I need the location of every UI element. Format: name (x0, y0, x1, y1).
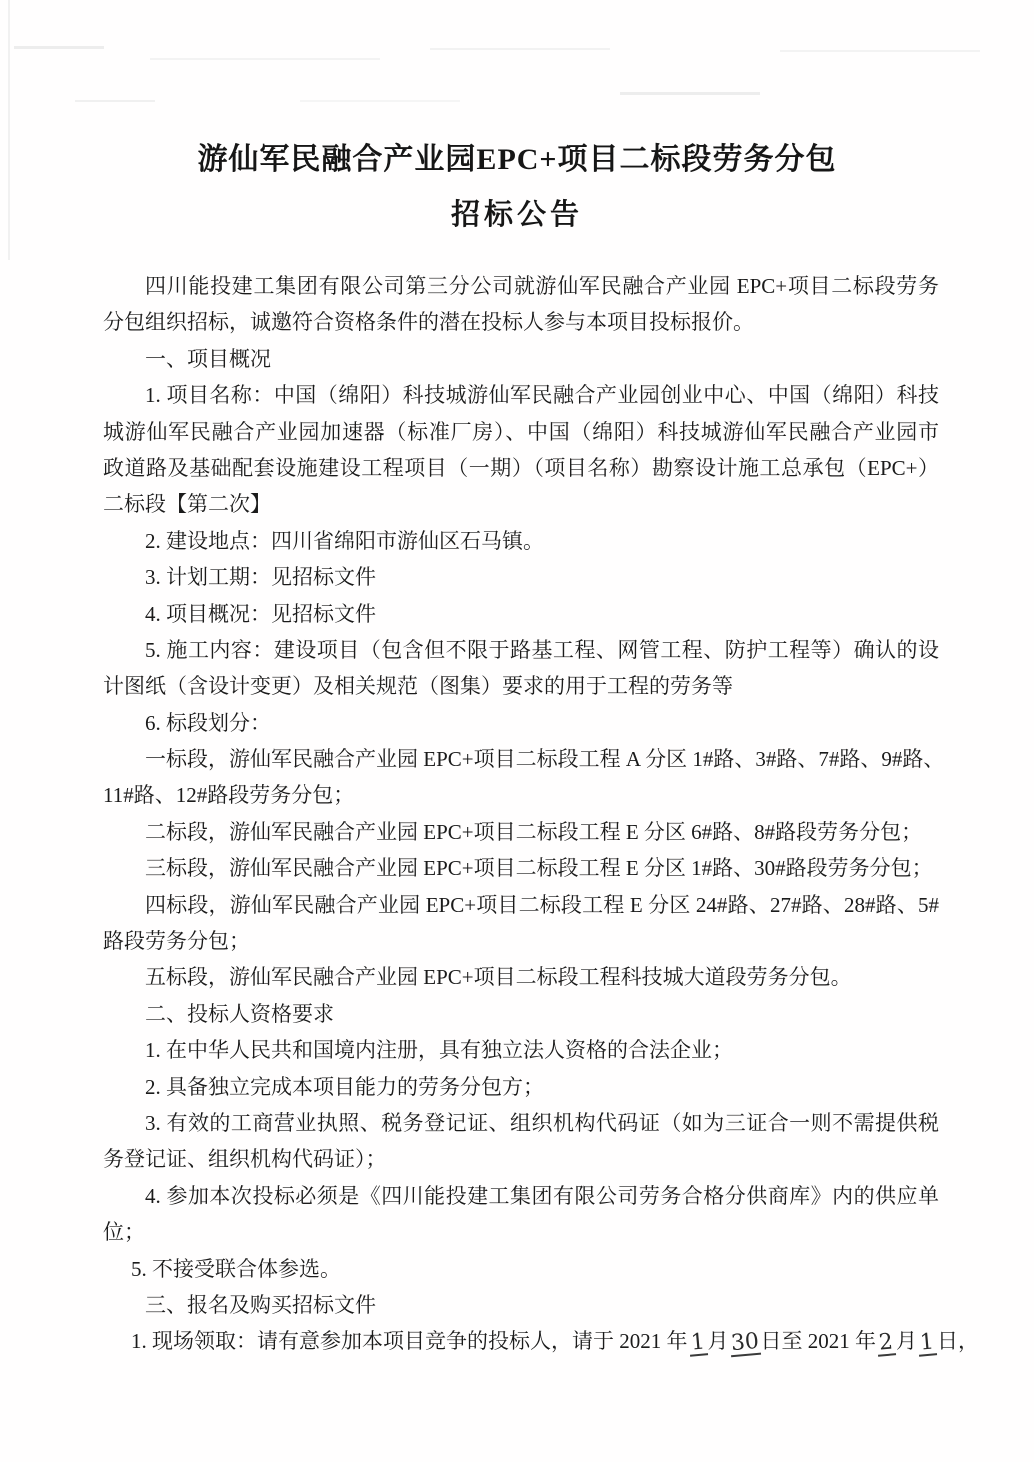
handwritten-date-value: 1 (688, 1332, 708, 1357)
scan-artifact (300, 100, 460, 102)
line-text: 日， (937, 1329, 979, 1354)
scan-artifact (14, 46, 104, 49)
line-text: 日至 2021 年 (760, 1329, 876, 1354)
document-line: 1. 在中华人民共和国境内注册，具有独立法人资格的合法企业； (145, 1038, 733, 1063)
document-body (103, 268, 979, 1360)
document-line: 政道路及基础配套设施建设工程项目（一期）（项目名称）勘察设计施工总承包（EPC+） (103, 455, 939, 480)
scan-artifact (150, 58, 380, 60)
document-line: 5. 不接受联合体参选。 (131, 1256, 341, 1281)
document-line: 计图纸（含设计变更）及相关规范（图集）要求的用于工程的劳务等 (103, 674, 733, 699)
document-line: 城游仙军民融合产业园加速器（标准厂房）、中国（绵阳）科技城游仙军民融合产业园市 (103, 419, 939, 444)
line-text: 月 (896, 1329, 917, 1354)
scan-artifact (620, 92, 760, 95)
document-line: 一、项目概况 (145, 346, 271, 371)
document-line: 二标段，游仙军民融合产业园 EPC+项目二标段工程 E 分区 6#路、8#路段劳务分包； (145, 819, 923, 844)
document-line: 二标段【第二次】 (103, 492, 271, 517)
document-line: 路段劳务分包； (103, 929, 250, 954)
document-line: 3. 计划工期：见招标文件 (145, 565, 376, 590)
document-line (103, 1323, 979, 1359)
document-line: 11#路、12#路段劳务分包； (103, 783, 355, 808)
handwritten-date-value: 1 (917, 1332, 937, 1357)
scan-artifact (75, 100, 155, 102)
scan-artifact (430, 48, 610, 50)
document-line: 2. 具备独立完成本项目能力的劳务分包方； (145, 1074, 544, 1099)
document-line: 3. 有效的工商营业执照、税务登记证、组织机构代码证（如为三证合一则不需提供税 (145, 1110, 939, 1135)
document-title-line1: 游仙军民融合产业园EPC+项目二标段劳务分包 (197, 143, 837, 176)
document-line: 4. 项目概况：见招标文件 (145, 601, 376, 626)
document-line: 四标段，游仙军民融合产业园 EPC+项目二标段工程 E 分区 24#路、27#路、28#路、5# (145, 892, 939, 917)
document-line: 6. 标段划分： (145, 710, 271, 735)
scan-artifact (780, 50, 980, 52)
document-line: 4. 参加本次投标必须是《四川能投建工集团有限公司劳务合格分供商库》内的供应单 (145, 1183, 939, 1208)
document-line: 分包组织招标，诚邀符合资格条件的潜在投标人参与本项目投标报价。 (103, 310, 754, 335)
line-text: 1. 现场领取：请有意参加本项目竞争的投标人，请于 2021 年 (131, 1329, 688, 1354)
document-line: 务登记证、组织机构代码证）； (103, 1147, 387, 1172)
document-line: 三标段，游仙军民融合产业园 EPC+项目二标段工程 E 分区 1#路、30#路段劳务分包； (145, 856, 933, 881)
document-line: 5. 施工内容：建设项目（包含但不限于路基工程、网管工程、防护工程等）确认的设 (145, 637, 939, 662)
document-title-line2: 招标公告 (450, 199, 583, 231)
document-line: 一标段，游仙军民融合产业园 EPC+项目二标段工程 A 分区 1#路、3#路、7#路、9#路、 (145, 747, 945, 772)
handwritten-date-value: 30 (729, 1329, 760, 1357)
document-line: 四川能投建工集团有限公司第三分公司就游仙军民融合产业园 EPC+项目二标段劳务 (145, 274, 939, 298)
document-line: 三、报名及购买招标文件 (145, 1292, 376, 1317)
handwritten-date-value: 2 (876, 1332, 896, 1357)
document-line: 二、投标人资格要求 (145, 1001, 334, 1026)
document-line: 位； (103, 1220, 145, 1245)
document-line: 五标段，游仙军民融合产业园 EPC+项目二标段工程科技城大道段劳务分包。 (145, 965, 852, 990)
line-text: 月 (707, 1329, 729, 1354)
document-line: 1. 项目名称：中国（绵阳）科技城游仙军民融合产业园创业中心、中国（绵阳）科技 (145, 383, 939, 408)
document-line: 2. 建设地点：四川省绵阳市游仙区石马镇。 (145, 528, 544, 553)
